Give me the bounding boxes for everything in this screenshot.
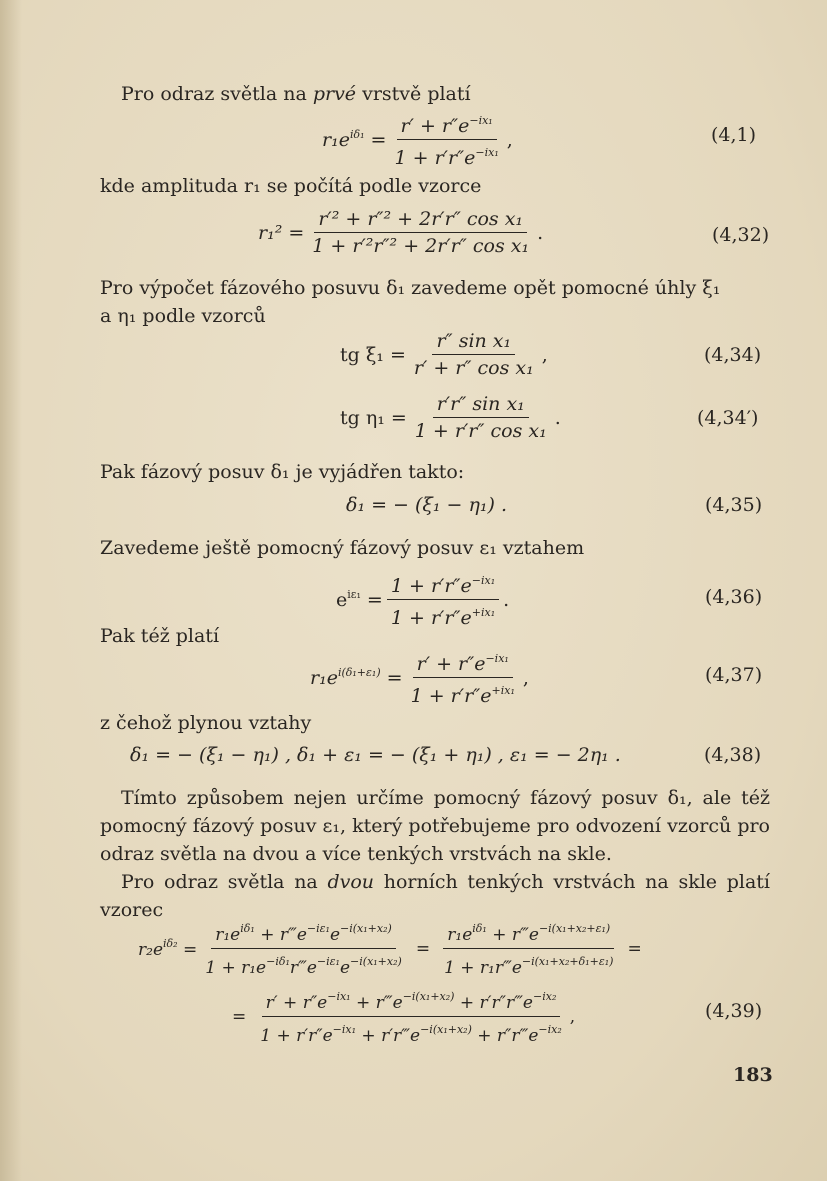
eq-denominator: $1 + r'r''e^{+ix_1}$ [390,606,496,629]
paragraph-intro [121,80,471,108]
equation-4-38 [130,744,621,766]
eq-denominator: r′ + r″ cos x₁ [413,357,534,379]
equation-4-34-prime [340,393,561,442]
eq-fraction [256,986,566,1047]
paragraph-relations: z čehož plynou vztahy [100,712,312,734]
page-number: 183 [733,1064,773,1086]
equation-number: (4,37) [705,664,763,686]
equation-number: (4,36) [705,586,763,608]
eq-numerator: $r_1e^{i\delta_1}$ + $r‴e^{-i(x_1+x_2+\varepsilon_1)}$ [443,918,614,949]
eq-punct: . [537,221,544,244]
eq-fraction [407,648,519,707]
page-spine-shadow [0,0,22,1181]
intro-text-end: vrstvě platí [356,83,471,105]
eq-lhs: r₁² = [258,221,305,244]
eq-numerator: r″ sin x₁ [432,330,515,355]
eq-numerator: r′² + r″² + 2r′r″ cos x₁ [314,208,527,233]
equation-number: (4,32) [712,224,770,246]
eq-fraction [308,208,533,257]
eq-lhs: $e^{i\varepsilon_1}$ = [336,588,383,611]
eq-denominator: $1 + r'r''e^{-ix_1}$ [394,146,499,169]
equation-4-32 [258,208,543,257]
two-layers-emphasis: dvou [327,871,375,893]
eq-punct: , [569,1006,576,1027]
eq-numerator: $r_1e^{i\delta_1}$ + $r‴e^{-i\varepsilon_1}e^{-i(x_1+x_2)}$ [211,918,396,949]
eq-denominator: $1 + r'r''e^{-ix_1}$ + $r'r‴e^{-i(x_1+x_2)}$ + $r''r‴e^{-ix_2}$ [260,1023,562,1046]
eq-punct: , [506,128,513,151]
eq-numerator: $1 + r'r''e^{-ix_1}$ [387,570,499,600]
eq-numerator: $r' + r''e^{-ix_1}$ [413,648,513,678]
eq-fraction [390,110,502,169]
equation-number: (4,38) [704,744,762,766]
eq-denominator: $1 + r_1e^{-i\delta_1}r‴e^{-i\varepsilon_1}e^{-i(x_1+x_2)}$ [205,955,402,978]
equation-number: (4,34) [704,344,762,366]
equation-number: (4,35) [705,494,763,516]
equation-4-39-line-2 [226,986,575,1047]
eq-punct: , [522,666,529,689]
eq-fraction [411,393,551,442]
two-layers-text-end: horních tenkých vrstvách na skle platí vzorec [100,871,771,921]
eq-punct: , [541,343,548,366]
eq-lhs: tg η₁ = [340,406,407,429]
eq-expression: δ₁ = − (ξ₁ − η₁) . [346,494,507,516]
eq-denominator: 1 + r′r″ cos x₁ [414,420,547,442]
eq-fraction [410,330,538,379]
equation-4-35 [346,494,507,516]
equation-number: (4,39) [705,1000,763,1022]
eq-numerator: $r' + r''e^{-ix_1}$ [397,110,497,140]
eq-lhs: $r_2e^{i\delta_2}$ = [138,937,198,960]
eq-denominator: 1 + r′²r″² + 2r′r″ cos x₁ [312,235,530,257]
eq-fraction-1 [201,918,406,979]
phase-shift-line-2: a η₁ podle vzorců [100,305,266,327]
equation-4-34 [340,330,548,379]
paragraph-also-holds: Pak též platí [100,625,220,647]
eq-equals: = [627,938,642,959]
eq-lhs: $r_1e^{i(\delta_1+\varepsilon_1)}$ = [310,666,403,689]
equation-number: (4,34′) [697,407,759,429]
eq-expression: δ₁ = − (ξ₁ − η₁) , δ₁ + ε₁ = − (ξ₁ + η₁) , ε₁ = − 2η₁ . [130,744,621,766]
equation-4-36 [336,570,509,629]
eq-equals: = [232,1006,247,1027]
phase-shift-line-1: Pro výpočet fázového posuvu δ₁ zavedeme opět pomocné úhly ξ₁ [100,277,721,299]
intro-emphasis: prvé [312,83,357,105]
eq-denominator: $1 + r'r''e^{+ix_1}$ [410,684,515,707]
eq-fraction-2 [440,918,617,979]
paragraph-auxiliary-phase: Zavedeme ještě pomocný fázový posuv ε₁ vztahem [100,537,585,559]
eq-equals: = [415,938,431,959]
eq-lhs: tg ξ₁ = [340,343,406,366]
equation-4-37 [310,648,529,707]
paragraph-method: Tímto způsobem nejen určíme pomocný fázový posuv δ₁, ale též pomocný fázový posuv ε₁, který potřebujeme pro odvození vzorců pro odraz světla na dvou a více tenkých vrstvách na skle. [100,787,770,865]
paragraph-amplitude: kde amplituda r₁ se počítá podle vzorce [100,175,482,197]
equation-4-39-line-1 [138,918,648,979]
eq-lhs: $r_1e^{i\delta_1}$ = [322,128,387,151]
equation-4-1 [322,110,513,169]
eq-punct: . [554,406,561,429]
equation-number: (4,1) [711,124,757,146]
eq-numerator: $r' + r''e^{-ix_1}$ + $r‴e^{-i(x_1+x_2)}$ + $r'r''r‴e^{-ix_2}$ [262,986,561,1017]
eq-fraction [387,570,499,629]
two-layers-text: Pro odraz světla na [121,871,328,893]
intro-text: Pro odraz světla na [121,83,313,105]
paragraph-phase-expressed: Pak fázový posuv δ₁ je vyjádřen takto: [100,461,465,483]
eq-denominator: $1 + r_1r‴e^{-i(x_1+x_2+\delta_1+\varepsilon_1)}$ [444,955,614,978]
eq-numerator: r′r″ sin x₁ [433,393,529,418]
paragraph-phase-shift [100,274,720,330]
eq-punct: . [503,588,510,611]
paragraph-two-layers [100,868,770,924]
